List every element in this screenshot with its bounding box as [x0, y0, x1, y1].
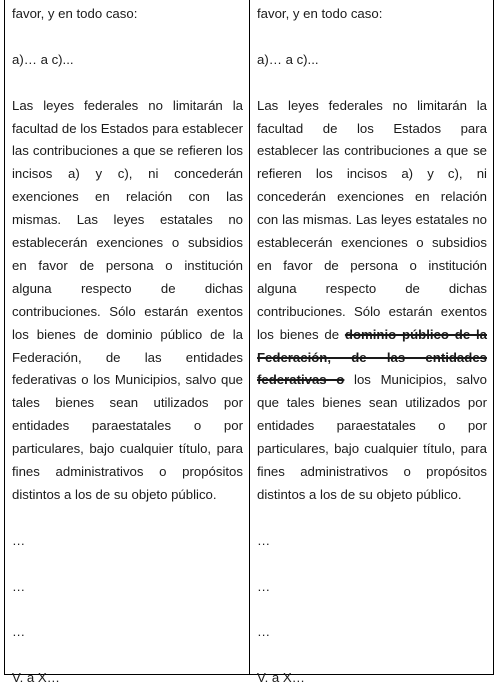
- main-paragraph: [257, 95, 487, 507]
- current-text-column: [5, 0, 249, 686]
- paragraph-text: Las leyes federales no limitarán la facultad de los Estados para establecer las contribuciones a que se refieren los incisos a) y c), ni concederán exenciones en relación con las mismas. Las leyes estatales no establecerán exenciones o subsidios en favor de persona o institución alguna respecto de dichas contribuciones. Sólo estarán exentos los bienes de: [257, 97, 487, 342]
- spacer: [257, 644, 487, 667]
- ellipsis-line: …: [12, 624, 26, 640]
- spacer: [12, 599, 243, 622]
- spacer: [257, 599, 487, 622]
- top-line: favor, y en todo caso:: [257, 6, 383, 21]
- spacer: [257, 507, 487, 530]
- spacer: [12, 72, 243, 95]
- spacer: [257, 26, 487, 49]
- incisos-a-c: a)… a c)...: [12, 51, 74, 67]
- fractions-v-x: V. a X…: [12, 670, 60, 686]
- incisos-a-c: a)… a c)...: [257, 51, 319, 67]
- spacer: [257, 553, 487, 576]
- struck-text: dominio público de la Federación, de las entidades federativas o: [257, 326, 487, 388]
- comparison-table: [4, 0, 494, 686]
- ellipsis-line: …: [12, 578, 26, 594]
- spacer: [257, 72, 487, 95]
- spacer: [12, 644, 243, 667]
- spacer: [12, 553, 243, 576]
- ellipsis-line: …: [12, 532, 26, 548]
- fractions-v-x: V. a X…: [257, 670, 305, 686]
- top-line: favor, y en todo caso:: [12, 6, 138, 21]
- proposed-text-column: [249, 0, 493, 686]
- ellipsis-line: …: [257, 532, 271, 548]
- spacer: [12, 26, 243, 49]
- main-paragraph: Las leyes federales no limitarán la facultad de los Estados para establecer las contribuciones a que se refieren los incisos a) y c), ni concederán exenciones en relación con las mismas. Las leyes estatales no establecerán exenciones o subsidios en favor de persona o institución alguna respecto de dichas contribuciones. Sólo estarán exentos los bienes de dominio público de la Federación, de las entidades federativas o los Municipios, salvo que tales bienes sean utilizados por entidades paraestatales o por particulares, bajo cualquier título, para fines administrativos o propósitos distintos a los de su objeto público.: [12, 97, 243, 502]
- spacer: [12, 507, 243, 530]
- paragraph-text: los Municipios, salvo que tales bienes sean utilizados por entidades paraestatales o por particulares, bajo cualquier título, para fines administrativos o propósitos distintos a los de su objeto público.: [257, 372, 487, 502]
- ellipsis-line: …: [257, 578, 271, 594]
- ellipsis-line: …: [257, 624, 271, 640]
